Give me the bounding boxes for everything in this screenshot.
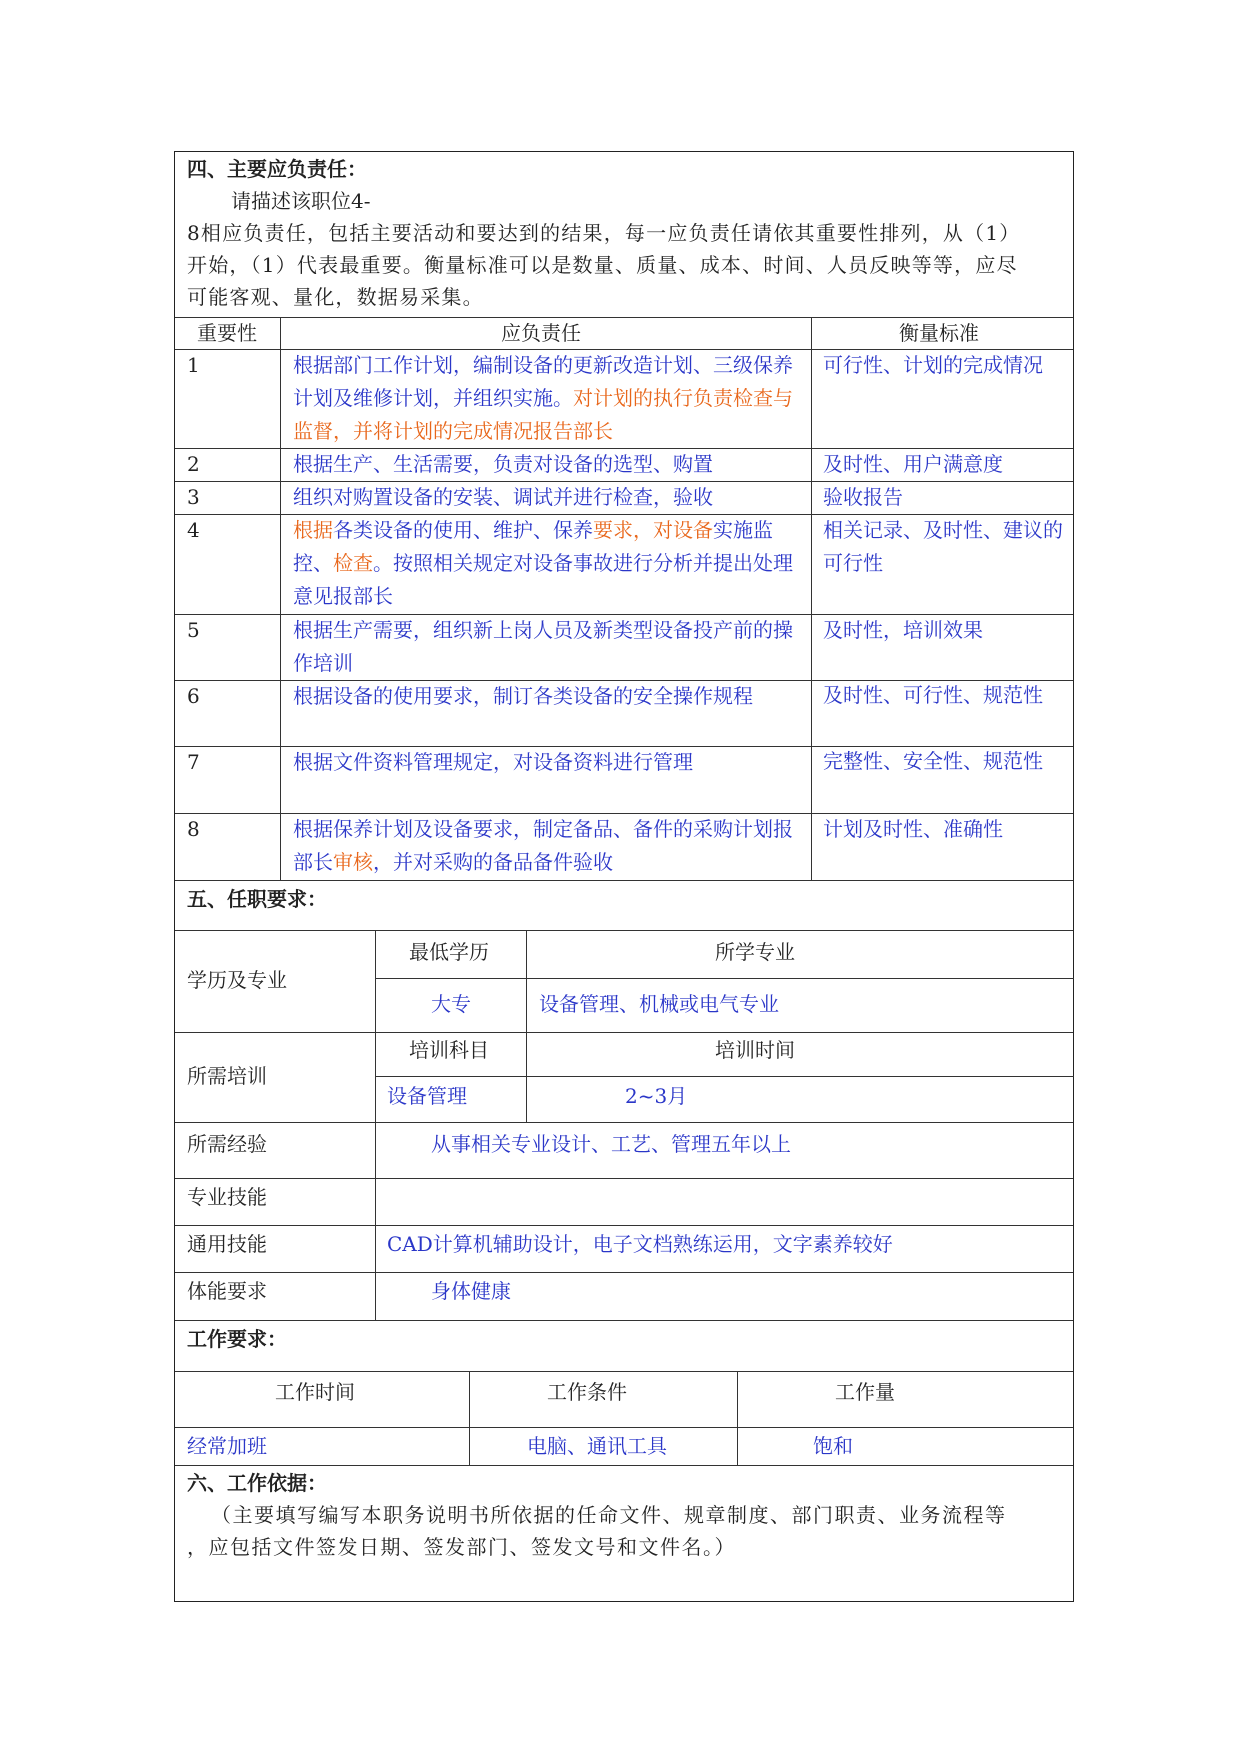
education-label: 学历及专业 [187, 968, 287, 992]
education-v1: 大专 [431, 992, 471, 1016]
row7-standard: 完整性、安全性、规范性 [823, 749, 1043, 773]
row6-standard: 及时性、可行性、规范性 [823, 683, 1043, 707]
pro-skill-label: 专业技能 [187, 1185, 267, 1209]
row6-duty: 根据设备的使用要求，制订各类设备的安全操作规程 [293, 684, 753, 708]
row4-duty-part4: 实施监控、 [293, 518, 773, 575]
row7-duty: 根据文件资料管理规定，对设备资料进行管理 [293, 750, 693, 774]
header-duty: 应负责任 [501, 321, 581, 345]
physical-label: 体能要求 [187, 1279, 267, 1303]
row1-duty [293, 349, 805, 448]
row5-standard: 及时性，培训效果 [823, 618, 983, 642]
row7-no: 7 [187, 750, 200, 774]
row1-no: 1 [187, 353, 200, 377]
row4-duty-part3: 要求，对设备 [593, 518, 713, 542]
row2-standard: 及时性、用户满意度 [823, 452, 1003, 476]
section5-heading: 五、任职要求： [187, 887, 327, 911]
row4-no: 4 [187, 518, 200, 542]
experience-value: 从事相关专业设计、工艺、管理五年以上 [431, 1132, 791, 1156]
row4-duty-part2: 各类设备的使用、维护、保养 [333, 518, 593, 542]
row1-duty-blue: 根据部门工作计划，编制设备的更新改造计划、三级保养计划及维修计划，并组织实施。 [293, 353, 793, 410]
row8-duty-part3: ，并对采购的备品备件验收 [373, 850, 613, 874]
job-description-form [174, 151, 1074, 1602]
work-req-h2: 工作条件 [547, 1380, 627, 1404]
row2-duty: 根据生产、生活需要，负责对设备的选型、购置 [293, 452, 713, 476]
training-h2: 培训时间 [715, 1038, 795, 1062]
section4-intro-line1: 请描述该职位4- [231, 189, 371, 213]
gen-skill-label: 通用技能 [187, 1232, 267, 1256]
row8-standard: 计划及时性、准确性 [823, 817, 1003, 841]
row1-standard: 可行性、计划的完成情况 [823, 353, 1043, 377]
row4-standard: 相关记录、及时性、建议的可行性 [823, 518, 1063, 575]
row3-no: 3 [187, 485, 200, 509]
row5-duty: 根据生产需要，组织新上岗人员及新类型设备投产前的操作培训 [293, 618, 793, 675]
row4-duty-part6: 。按照相关规定对设备事故进行分析并提出处理意见报部长 [293, 551, 793, 608]
row1-duty-orange: 对计划的执行负责检查与监督，并将计划的完成情况报告部长 [293, 386, 793, 443]
work-req-h1: 工作时间 [275, 1380, 355, 1404]
work-req-h3: 工作量 [835, 1380, 895, 1404]
section4-intro-line3: 开始，（1）代表最重要。衡量标准可以是数量、质量、成本、时间、人员反映等等，应尽 [187, 253, 1018, 277]
row3-standard: 验收报告 [823, 485, 903, 509]
row4-duty-part1: 根据 [293, 518, 333, 542]
row5-no: 5 [187, 618, 200, 642]
education-v2: 设备管理、机械或电气专业 [539, 992, 779, 1016]
section4-intro-line4: 可能客观、量化，数据易采集。 [187, 285, 484, 309]
work-req-heading: 工作要求： [187, 1327, 287, 1351]
work-req-v2: 电脑、通讯工具 [527, 1434, 667, 1458]
section6-line2: ，应包括文件签发日期、签发部门、签发文号和文件名。） [187, 1535, 736, 1559]
work-req-v3: 饱和 [813, 1434, 853, 1458]
education-h2: 所学专业 [715, 940, 795, 964]
training-h1: 培训科目 [409, 1038, 489, 1062]
row8-duty-part2: 审核 [333, 850, 373, 874]
header-importance: 重要性 [197, 321, 257, 345]
row8-no: 8 [187, 817, 200, 841]
row6-no: 6 [187, 684, 200, 708]
section6-line1: （主要填写编写本职务说明书所依据的任命文件、规章制度、部门职责、业务流程等 [211, 1503, 1007, 1527]
row8-duty-part1: 根据保养计划及设备要求，制定备品、备件的采购计划报部长 [293, 817, 793, 874]
training-v1: 设备管理 [387, 1084, 467, 1108]
row4-duty [293, 514, 805, 613]
gen-skill-value: CAD计算机辅助设计，电子文档熟练运用，文字素养较好 [387, 1232, 893, 1256]
work-req-v1: 经常加班 [187, 1434, 267, 1458]
experience-label: 所需经验 [187, 1132, 267, 1156]
section6-heading: 六、工作依据： [187, 1471, 327, 1495]
education-h1: 最低学历 [409, 940, 489, 964]
section4-intro-line2: 8相应负责任，包括主要活动和要达到的结果，每一应负责任请依其重要性排列，从（1） [187, 221, 1021, 245]
row8-duty [293, 813, 805, 879]
section4-heading: 四、主要应负责任： [187, 157, 367, 181]
row4-duty-part5: 检查 [333, 551, 373, 575]
row2-no: 2 [187, 452, 200, 476]
training-v2: 2~3月 [625, 1084, 688, 1108]
header-standard: 衡量标准 [899, 321, 979, 345]
physical-value: 身体健康 [431, 1279, 511, 1303]
row3-duty: 组织对购置设备的安装、调试并进行检查，验收 [293, 485, 713, 509]
training-label: 所需培训 [187, 1064, 267, 1088]
